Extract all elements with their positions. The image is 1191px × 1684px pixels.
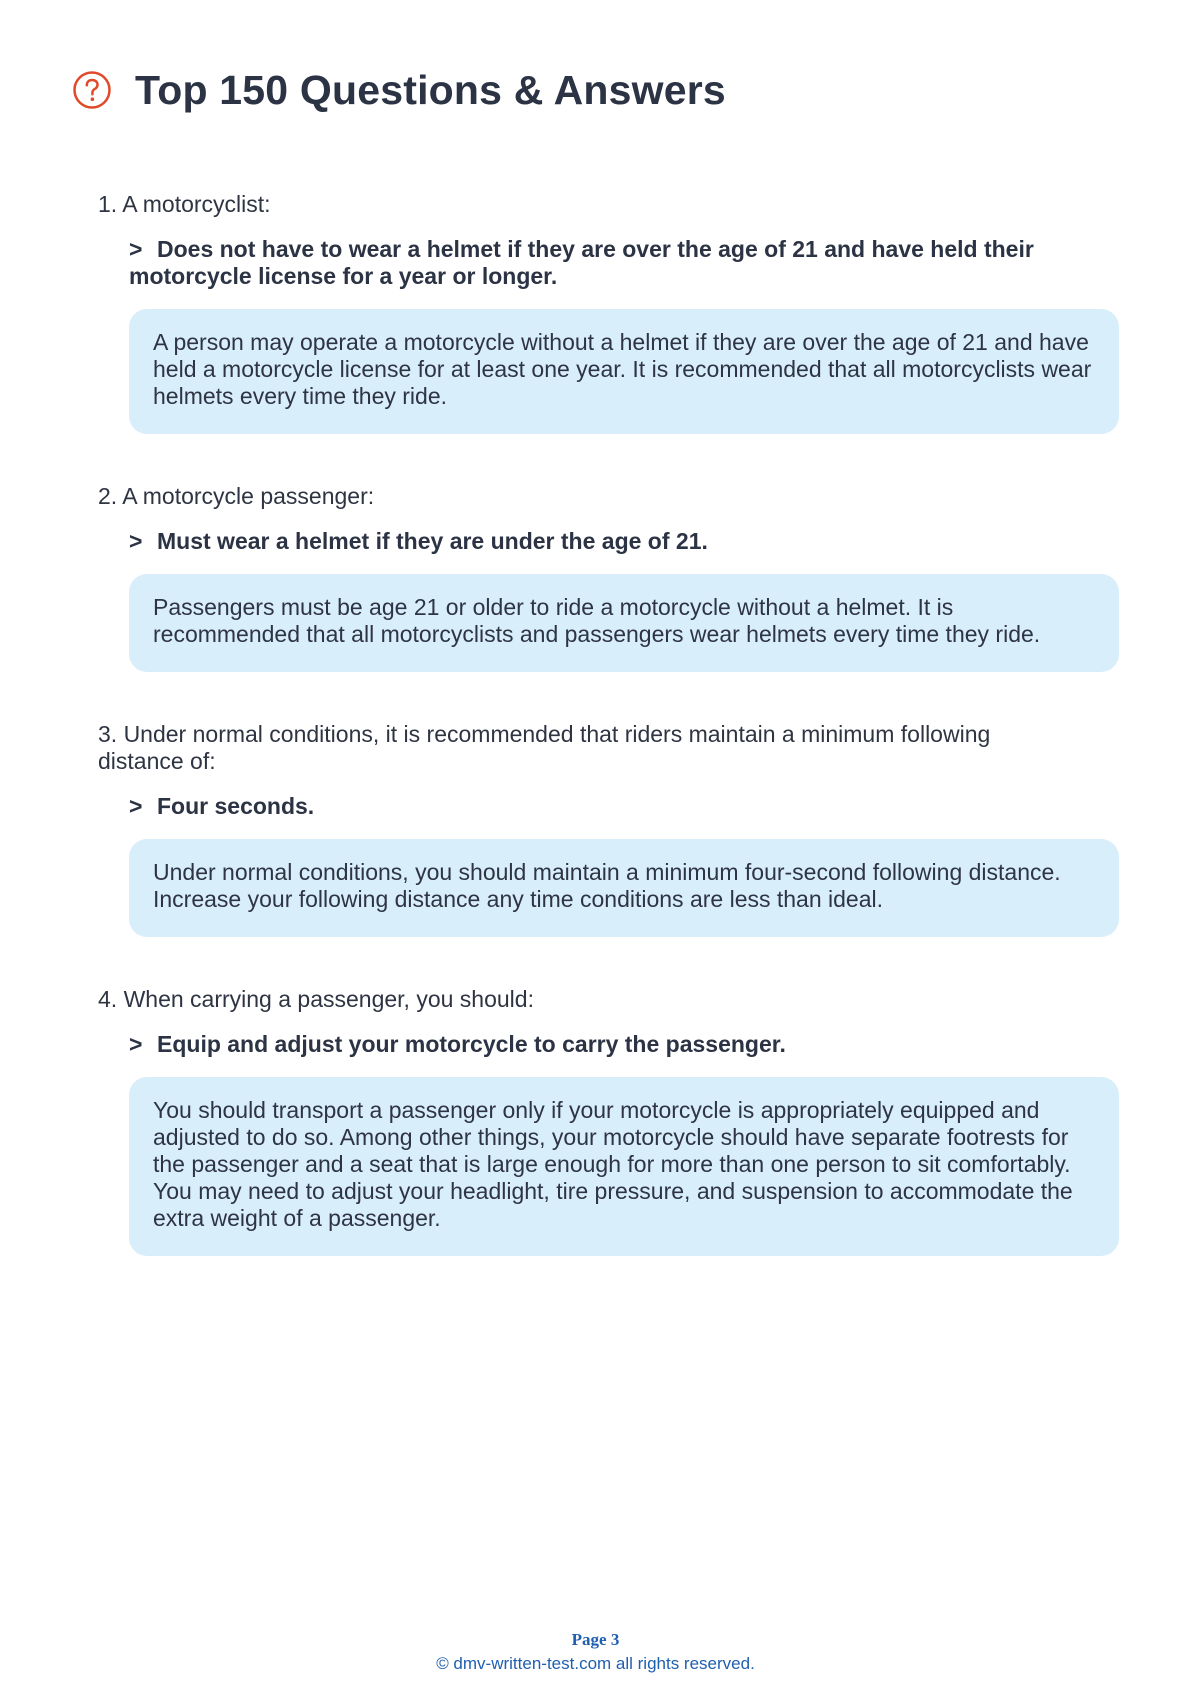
answer-text [129, 236, 1089, 290]
answer-marker: > [129, 793, 143, 819]
question-text: 4. When carrying a passenger, you should: [98, 986, 534, 1012]
page-header [72, 62, 726, 118]
question-text: 1. A motorcyclist: [98, 191, 271, 217]
explanation-box: Under normal conditions, you should maintain a minimum four-second following distance. Increase your following distance any time conditions are less than ideal. [129, 839, 1119, 937]
answer-label: Equip and adjust your motorcycle to carry the passenger. [157, 1031, 786, 1057]
page-number: Page 3 [571, 1630, 620, 1649]
explanation-box: Passengers must be age 21 or older to ride a motorcycle without a helmet. It is recommended that all motorcyclists and passengers wear helmets every time they ride. [129, 574, 1119, 672]
answer-marker: > [129, 1031, 143, 1057]
copyright-text: © dmv-written-test.com all rights reserved. [436, 1654, 755, 1673]
question-circle-icon [72, 70, 112, 110]
page-title: Top 150 Questions & Answers [135, 66, 726, 113]
answer-label: Four seconds. [157, 793, 315, 819]
answer-marker: > [129, 236, 143, 262]
answer-label: Does not have to wear a helmet if they are over the age of 21 and have held their motorcycle license for a year or longer. [129, 236, 1034, 289]
question-text: 2. A motorcycle passenger: [98, 483, 375, 509]
explanation-box: You should transport a passenger only if your motorcycle is appropriately equipped and adjusted to do so. Among other things, your motorcycle should have separate footrests for the passenger and a seat that is large enough for more than one person to sit comfortably. You may need to adjust your headlight, tire pressure, and suspension to accommodate the extra weight of a passenger. [129, 1077, 1119, 1256]
answer-text [129, 793, 1089, 820]
answer-text [129, 528, 1089, 555]
explanation-box: A person may operate a motorcycle without a helmet if they are over the age of 21 and have held a motorcycle license for at least one year. It is recommended that all motorcyclists wear helmets every time they ride. [129, 309, 1119, 434]
answer-marker: > [129, 528, 143, 554]
answer-text [129, 1031, 1089, 1058]
question-text: 3. Under normal conditions, it is recommended that riders maintain a minimum following distance of: [98, 721, 991, 774]
answer-label: Must wear a helmet if they are under the age of 21. [157, 528, 708, 554]
